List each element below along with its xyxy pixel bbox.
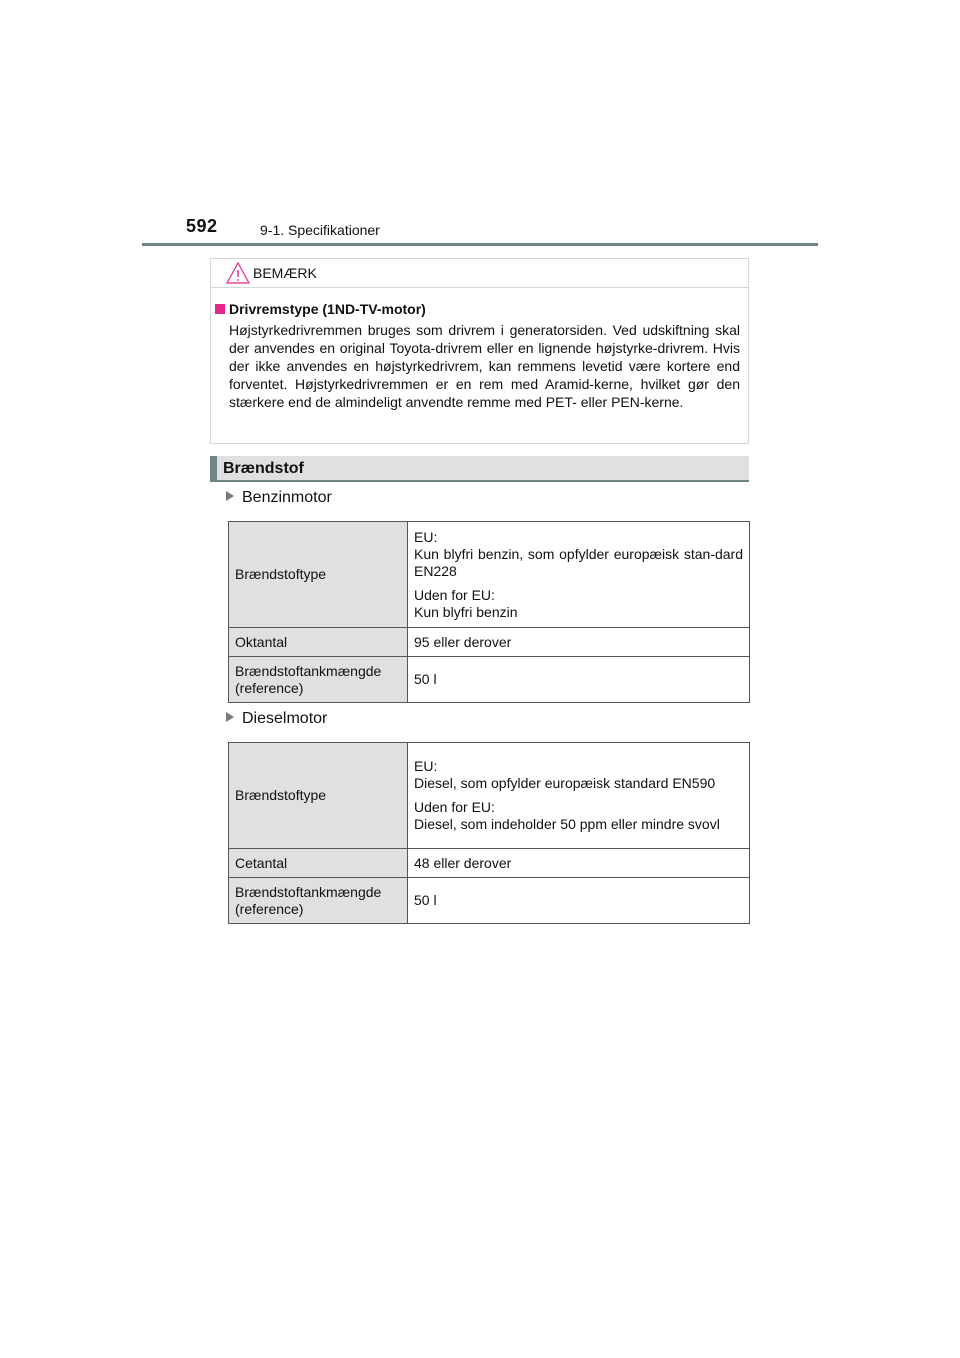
value-line: Uden for EU: bbox=[414, 586, 495, 603]
notice-body: Højstyrkedrivremmen bruges som drivrem i generatorsiden. Ved udskiftning skal der anvendes en original Toyota-drivrem eller en lignende højstyrke-drivrem. Hvis der ikke anvendes en højstyrkedrivrem, kan remmens levetid være kortere end forventet. Højstyrkedrivremmen er en rem med Aramid-kerne, hvilket gør den stærkere end de almindeligt anvendte remme med PET- eller PEN-kerne. bbox=[229, 322, 740, 410]
header-rule bbox=[142, 243, 818, 246]
value-paragraph bbox=[414, 799, 743, 833]
table-value: 50 l bbox=[408, 878, 750, 924]
table-row bbox=[229, 849, 750, 878]
table-key: Oktantal bbox=[229, 628, 408, 657]
table-value: 95 eller derover bbox=[408, 628, 750, 657]
value-line: Diesel, som indeholder 50 ppm eller mindre svovl bbox=[414, 816, 720, 832]
value-line: Uden for EU: bbox=[414, 799, 495, 815]
value-line: Kun blyfri benzin, som opfylder europæisk stan-dard EN228 bbox=[414, 545, 743, 579]
warning-triangle-icon bbox=[225, 261, 251, 285]
value-line: EU: bbox=[414, 528, 438, 545]
table-row bbox=[229, 878, 750, 924]
value-line: Kun blyfri benzin bbox=[414, 603, 518, 620]
table-key: Brændstoftype bbox=[229, 522, 408, 628]
value-line: EU: bbox=[414, 758, 438, 774]
triangle-bullet-icon bbox=[226, 712, 234, 722]
page-number: 592 bbox=[186, 216, 218, 236]
square-bullet-icon bbox=[215, 304, 225, 314]
value-paragraph bbox=[414, 529, 743, 580]
notice-label: BEMÆRK bbox=[253, 265, 317, 281]
table-row bbox=[229, 743, 750, 849]
table-value bbox=[408, 522, 750, 628]
table-value: 48 eller derover bbox=[408, 849, 750, 878]
table-row bbox=[229, 628, 750, 657]
section-bar bbox=[210, 456, 217, 480]
triangle-bullet-icon bbox=[226, 491, 234, 501]
chapter-title: 9-1. Specifikationer bbox=[260, 222, 380, 238]
petrol-subheading-text: Benzinmotor bbox=[242, 489, 332, 506]
table-value: 50 l bbox=[408, 657, 750, 703]
value-paragraph bbox=[414, 758, 743, 792]
notice-header bbox=[211, 259, 748, 288]
diesel-subheading bbox=[226, 710, 327, 728]
petrol-table bbox=[228, 521, 750, 703]
value-line: Diesel, som opfylder europæisk standard EN590 bbox=[414, 775, 716, 791]
table-row bbox=[229, 657, 750, 703]
section-title: Brændstof bbox=[223, 460, 304, 477]
notice-title bbox=[215, 301, 426, 317]
table-value bbox=[408, 743, 750, 849]
value-paragraph bbox=[414, 587, 743, 621]
table-key: Brændstoftype bbox=[229, 743, 408, 849]
table-key: Brændstoftankmængde (reference) bbox=[229, 657, 408, 703]
section-header bbox=[210, 456, 749, 482]
diesel-subheading-text: Dieselmotor bbox=[242, 710, 328, 727]
table-key: Cetantal bbox=[229, 849, 408, 878]
table-key: Brændstoftankmængde (reference) bbox=[229, 878, 408, 924]
table-row bbox=[229, 522, 750, 628]
notice-box bbox=[210, 258, 749, 444]
petrol-subheading bbox=[226, 489, 332, 507]
diesel-table bbox=[228, 742, 750, 924]
notice-title-text: Drivremstype (1ND-TV-motor) bbox=[229, 301, 426, 317]
